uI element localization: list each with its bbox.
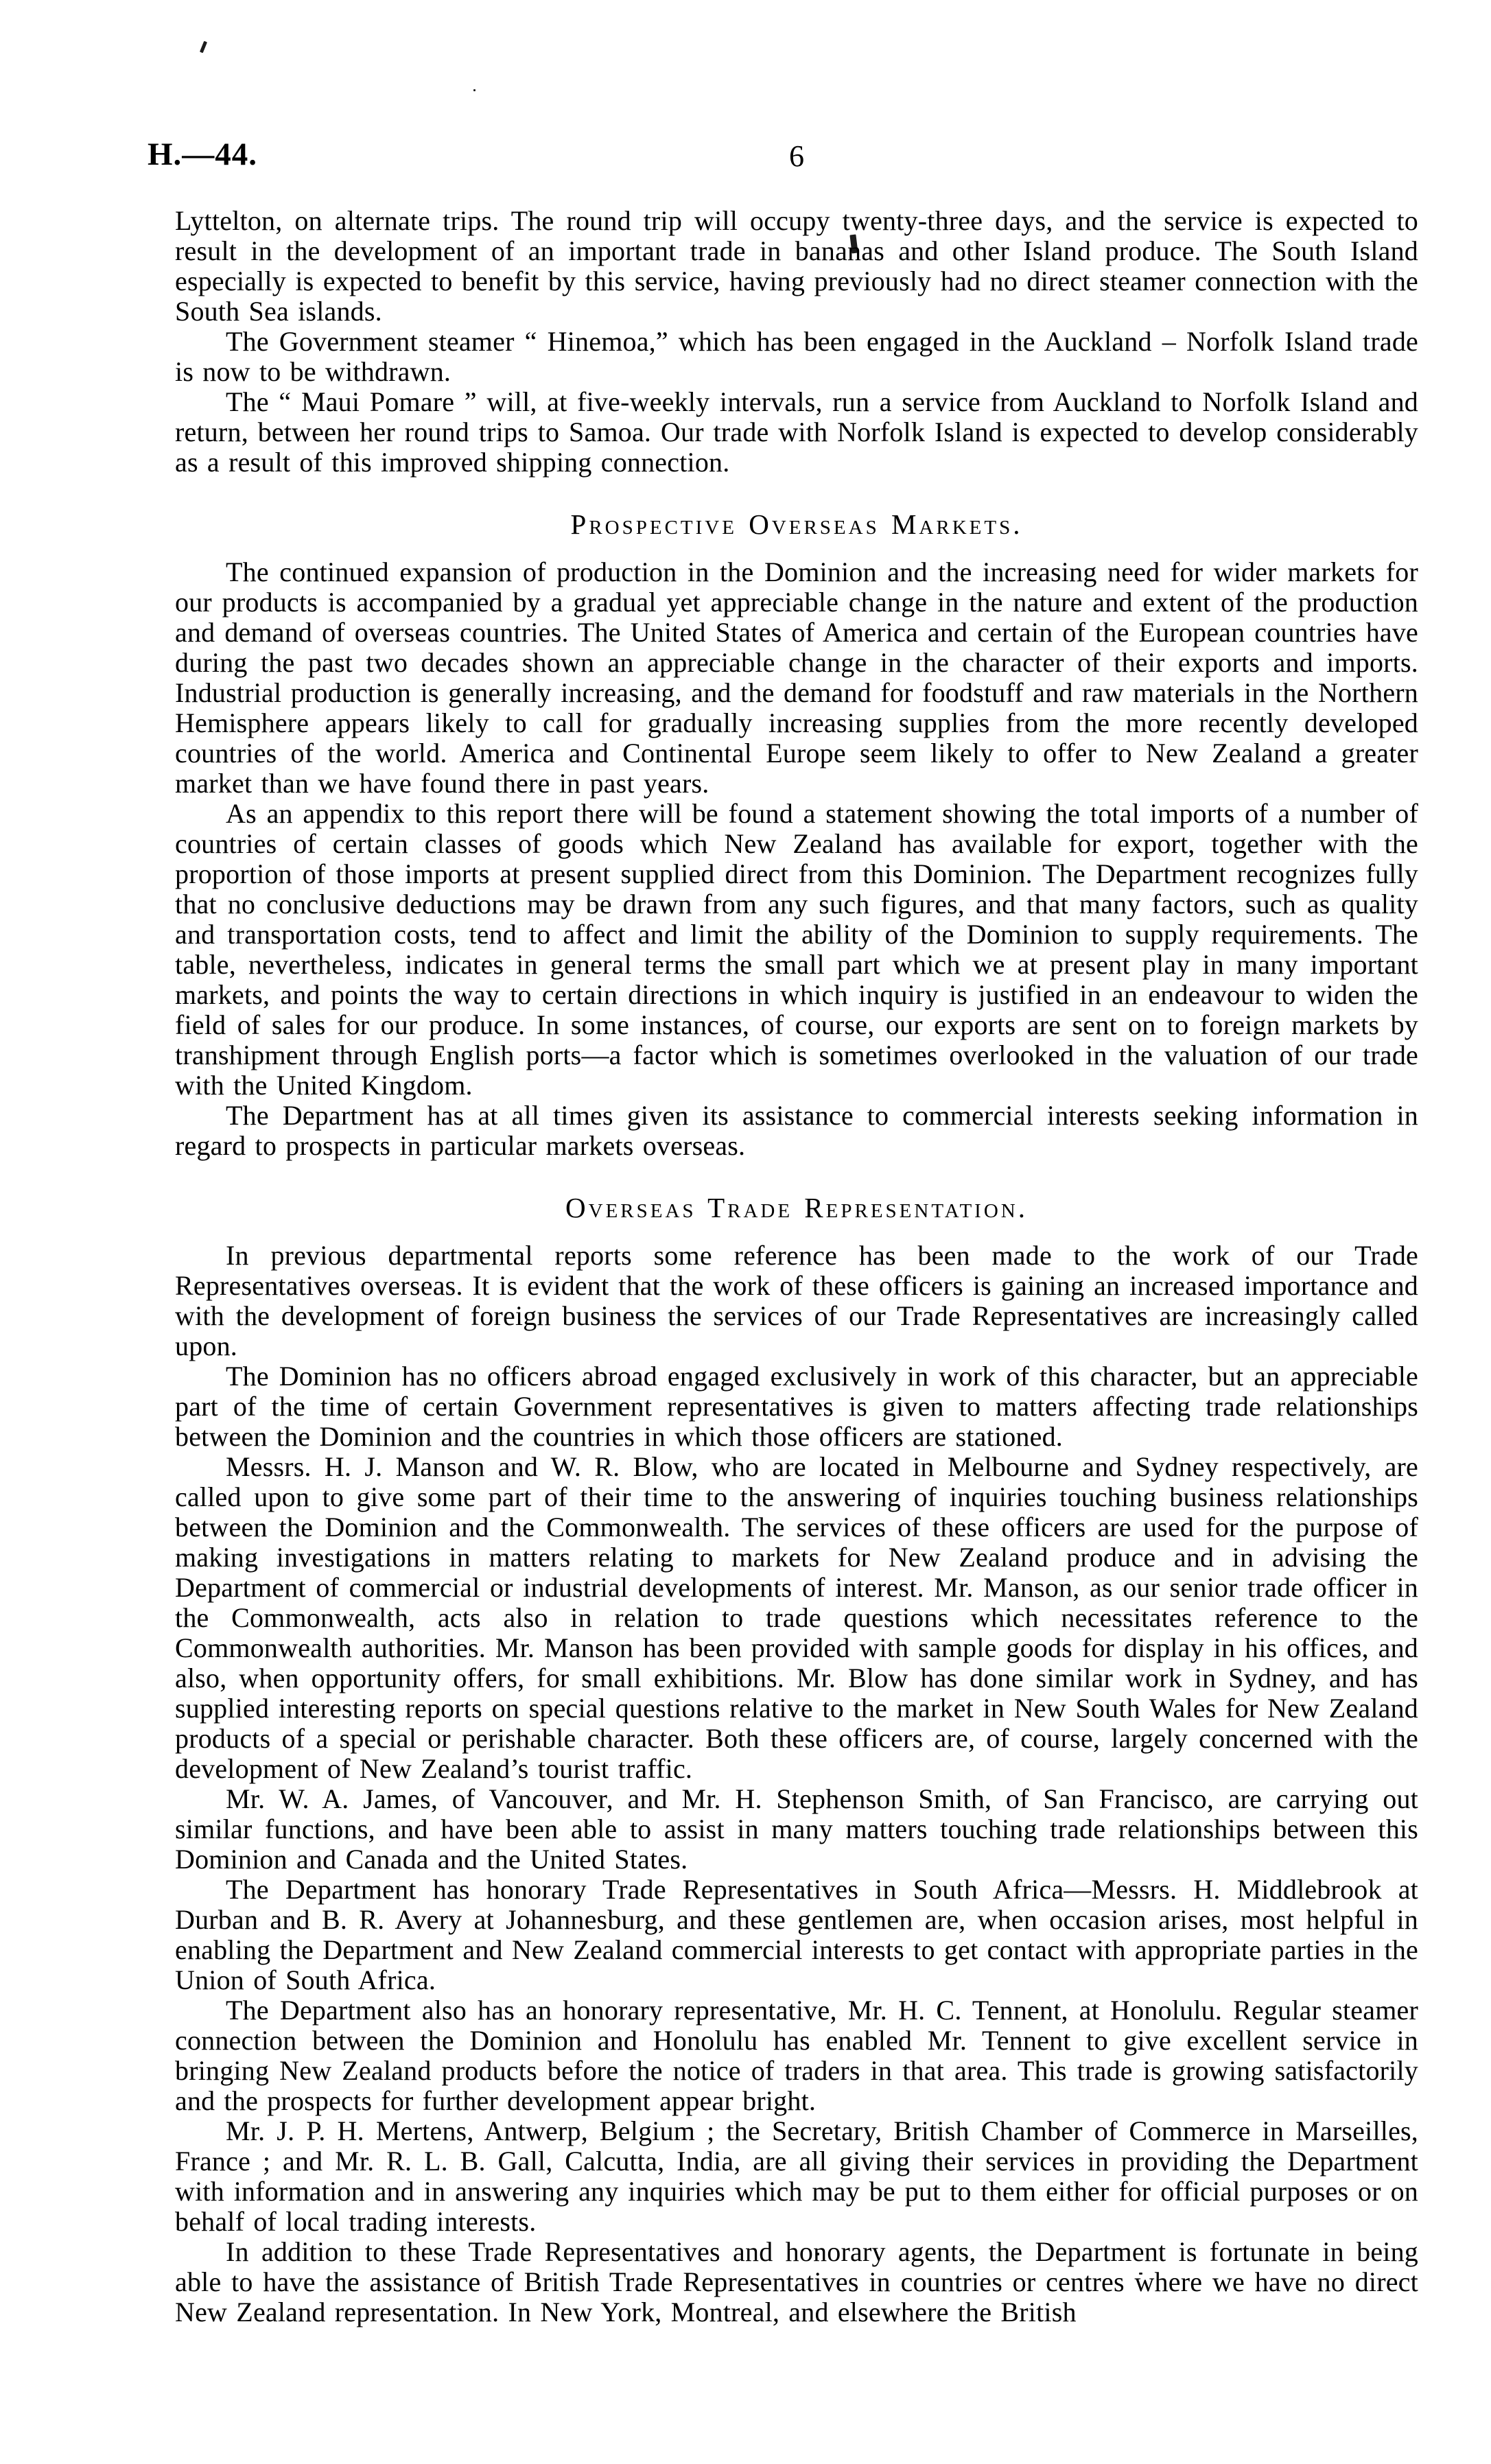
page-number: 6 [789,139,804,173]
paragraph-representation-honorary-agents: Mr. J. P. H. Mertens, Antwerp, Belgium ; the Secretary, British Chamber of Commerce in Marseilles, France ; and Mr. R. L. B. Gall, Calcutta, India, are all giving their services in providing the Department with information and in answering any inquiries which may be put to them either for official purposes or on behalf of local trading interests. [175,2115,1418,2237]
paragraph-representation-james-smith: Mr. W. A. James, of Vancouver, and Mr. H. Stephenson Smith, of San Francisco, are carrying out similar functions, and have been able to assist in many matters touching trade relationships between this Dominion and Canada and the United States. [175,1783,1418,1875]
paragraph-markets-appendix: As an appendix to this report there will be found a statement showing the total imports of a number of countries of certain classes of goods which New Zealand has available for export, together with the proportion of those imports at present supplied direct from this Dominion. The Department recognizes fully that no conclusive deductions may be drawn from any such figures, and that many factors, such as quality and transportation costs, tend to affect and limit the ability of the Dominion to supply requirements. The table, nevertheless, indicates in general terms the small part which we at present play in many important markets, and points the way to certain directions in which inquiry is justified in an endeavour to widen the field of sales for our produce. In some instances, of course, our exports are sent on to foreign markets by transhipment through English ports—a factor which is sometimes overlooked in the valuation of our trade with the United Kingdom. [175,798,1418,1101]
paragraph-representation-south-africa: The Department has honorary Trade Representatives in South Africa—Messrs. H. Middlebrook at Durban and B. R. Avery at Johannesburg, and these gentlemen are, when occasion arises, most helpful in enabling the Department and New Zealand commercial interests to get contact with appropriate parties in the Union of South Africa. [175,1874,1418,1995]
paragraph-markets-expansion: The continued expansion of production in the Dominion and the increasing need for wider markets for our products is accompanied by a gradual yet appreciable change in the nature and extent of the production and demand of overseas countries. The United States of America and certain of the European countries have during the past two decades shown an appreciable change in the character of their exports and imports. Industrial production is generally increasing, and the demand for foodstuff and raw materials in the Northern Hemisphere appears likely to call for gradually increasing supplies from the more recently developed countries of the world. America and Continental Europe seem likely to offer to New Zealand a greater market than we have found there in past years. [175,556,1418,799]
paragraph-representation-no-officers: The Dominion has no officers abroad engaged exclusively in work of this character, but an appreciable part of the time of certain Government representatives is given to matters affecting trade relationships between the Dominion and the countries in which those officers are stationed. [175,1361,1418,1452]
paragraph-representation-manson-blow: Messrs. H. J. Manson and W. R. Blow, who are located in Melbourne and Sydney respectively, are called upon to give some part of their time to the answering of inquiries touching business relationships between the Dominion and the Commonwealth. The services of these officers are used for the purpose of making investigations in matters relating to markets for New Zealand produce and in advising the Department of commercial or industrial developments of interest. Mr. Manson, as our senior trade officer in the Commonwealth, acts also in relation to trade questions which necessitates reference to the Commonwealth authorities. Mr. Manson has been provided with sample goods for display in his offices, and also, when opportunity offers, for small exhibitions. Mr. Blow has done similar work in Sydney, and has supplied interesting reports on special questions relative to the market in New South Wales for New Zealand products of a special or perishable character. Both these officers are, of course, largely concerned with the development of New Zealand’s tourist traffic. [175,1451,1418,1784]
paragraph-representation-previous-reports: In previous departmental reports some reference has been made to the work of our Trade Representatives overseas. It is evident that the work of these officers is gaining an increased importance and with the development of foreign business the services of our Trade Representatives are increasingly called upon. [175,1240,1418,1361]
page-body [175,206,1418,2327]
paragraph-markets-assistance: The Department has at all times given its assistance to commercial interests seeking information in regard to prospects in particular markets overseas. [175,1100,1418,1161]
ink-speck [473,89,476,91]
paragraph-intro-continuation: Lyttelton, on alternate trips. The round trip will occupy twenty-three days, and the service is expected to result in the development of an important trade in bananas and other Island produce. The South Island especially is expected to benefit by this service, having previously had no direct steamer connection with the South Sea islands. [175,205,1418,327]
running-header [148,136,1418,180]
paragraph-representation-honolulu: The Department also has an honorary representative, Mr. H. C. Tennent, at Honolulu. Regular steamer connection between the Dominion and Honolulu has enabled Mr. Tennent to give excellent service in bringing New Zealand products before the notice of traders in that area. This trade is growing satisfactorily and the prospects for further development appear bright. [175,1995,1418,2116]
paragraph-representation-british-trade: In addition to these Trade Representatives and honorary agents, the Department is fortunate in being able to have the assistance of British Trade Representatives in countries or centres where we have no direct New Zealand representation. In New York, Montreal, and elsewhere the British [175,2236,1418,2327]
document-reference: H.—44. [148,137,258,172]
section-heading-overseas-trade-representation: Overseas Trade Representation. [565,1192,1028,1223]
paragraph-hinemoa: The Government steamer “ Hinemoa,” which has been engaged in the Auckland – Norfolk Island trade is now to be withdrawn. [175,326,1418,387]
section-heading-prospective-overseas-markets: Prospective Overseas Markets. [570,508,1023,540]
paragraph-maui-pomare: The “ Maui Pomare ” will, at five-weekly intervals, run a service from Auckland to Norfolk Island and return, between her round trips to Samoa. Our trade with Norfolk Island is expected to develop considerably as a result of this improved shipping connection. [175,386,1418,478]
ink-speck [200,41,207,54]
